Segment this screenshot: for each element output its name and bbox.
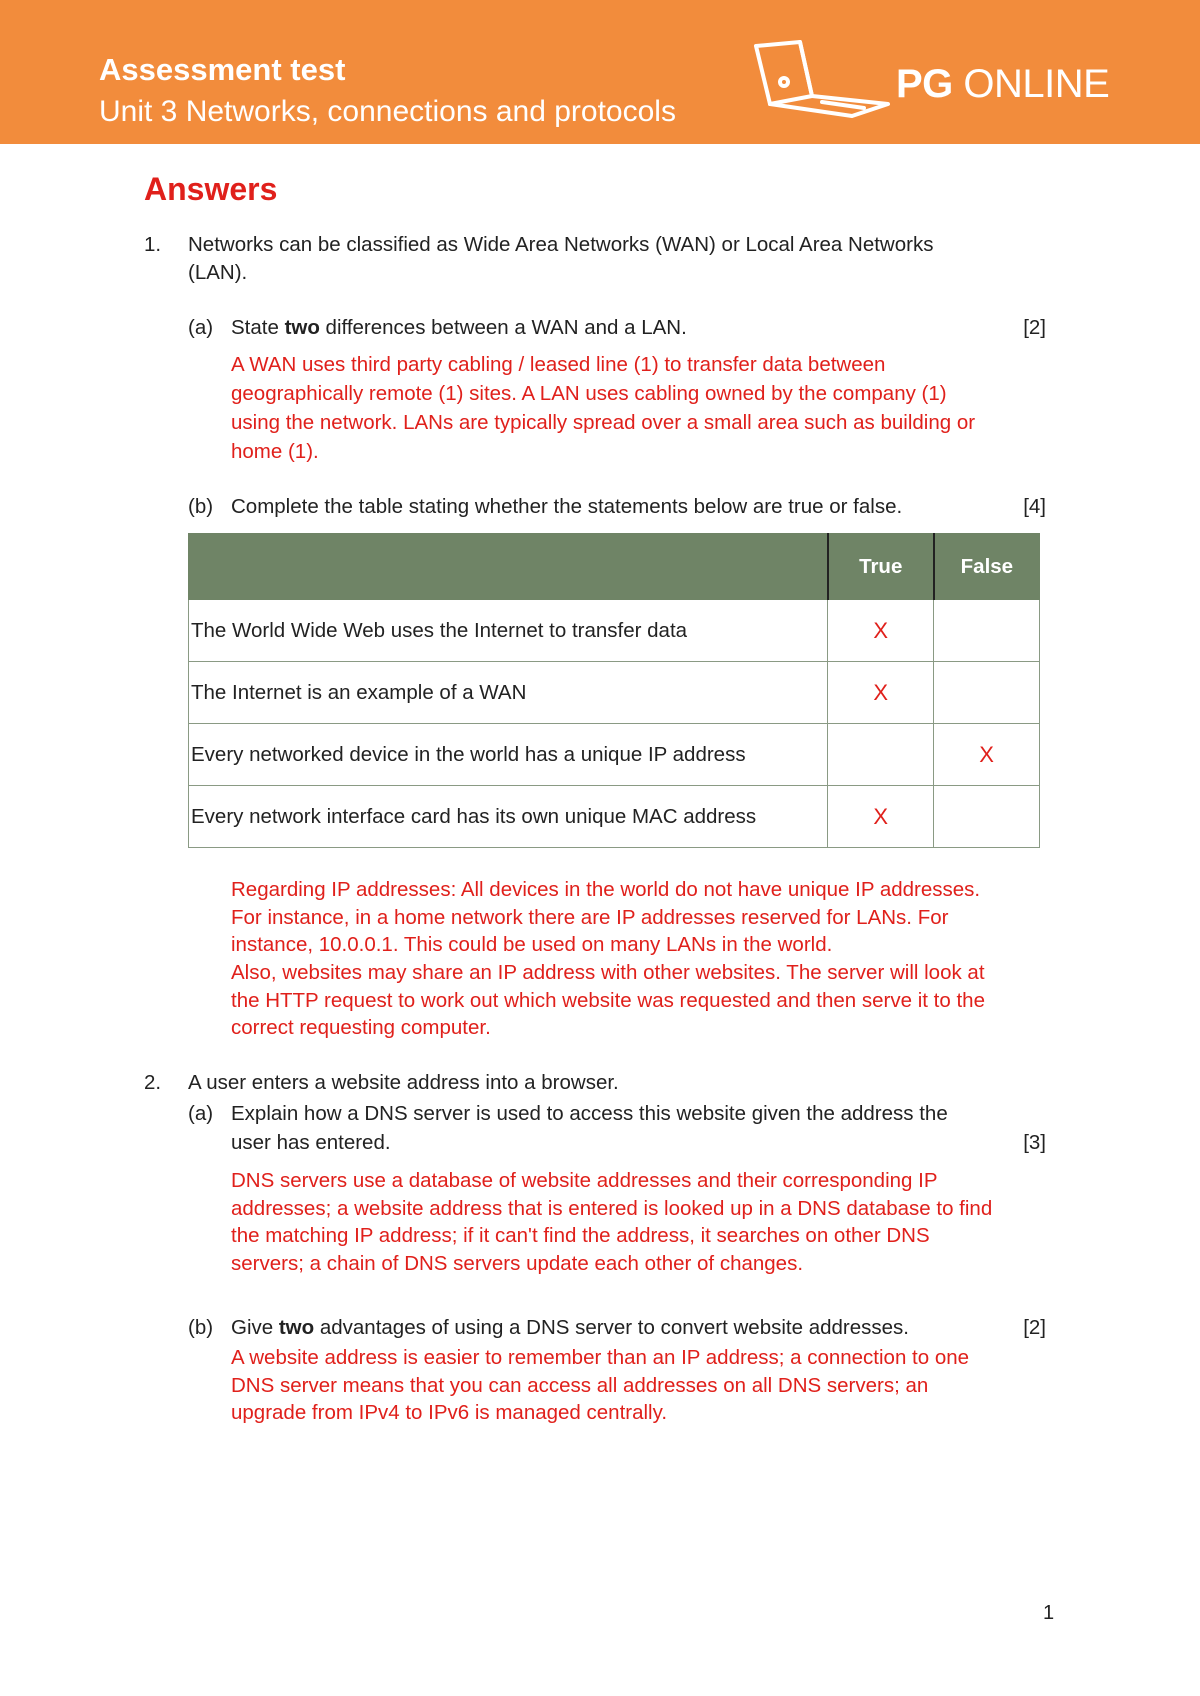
- header-title: Assessment test: [99, 52, 346, 87]
- q2b-question-pre: Give: [231, 1316, 279, 1339]
- q1a-marks: [2]: [1023, 316, 1046, 339]
- true-cell: X: [828, 786, 934, 848]
- q2a-marks: [3]: [1023, 1131, 1046, 1154]
- q2a-answer-line: servers; a chain of DNS servers update each other of changes.: [231, 1252, 804, 1275]
- table-row: [189, 662, 1040, 724]
- q2b-marks: [2]: [1023, 1316, 1046, 1339]
- q2a-question-line1: Explain how a DNS server is used to access this website given the address the: [231, 1102, 948, 1125]
- q1b-note-line: Also, websites may share an IP address with other websites. The server will look at: [231, 961, 985, 984]
- true-cell: [828, 724, 934, 786]
- answers-heading: Answers: [144, 171, 278, 207]
- page-number: 1: [1043, 1602, 1055, 1624]
- q2b-question-bold: two: [278, 1316, 315, 1339]
- q1a-answer-line: using the network. LANs are typically spread over a small area such as building or: [231, 411, 976, 434]
- q1b-note-line: Regarding IP addresses: All devices in the world do not have unique IP addresses.: [231, 878, 981, 901]
- false-cell: [934, 600, 1040, 662]
- q1-number: 1.: [144, 233, 162, 256]
- false-cell: [934, 662, 1040, 724]
- q1a-question-pre: State: [231, 316, 285, 339]
- header-statement: [189, 534, 828, 600]
- q1b-note-line: correct requesting computer.: [231, 1016, 491, 1039]
- q1b-note-line: the HTTP request to work out which website was requested and then serve it to the: [231, 989, 985, 1012]
- q2-number: 2.: [144, 1071, 162, 1094]
- logo-text-light: ONLINE: [952, 62, 1110, 106]
- q2b-answer-line: DNS server means that you can access all addresses on all DNS servers; an: [231, 1374, 929, 1397]
- q2a-label: (a): [188, 1102, 214, 1125]
- header-true: True: [828, 534, 934, 600]
- q2a-question-line2: user has entered.: [231, 1131, 391, 1154]
- true-cell: X: [828, 600, 934, 662]
- q2a-answer-line: the matching IP address; if it can't find the address, it searches on other DNS: [231, 1224, 930, 1247]
- logo-text: [896, 64, 1109, 104]
- q1a-label: (a): [188, 316, 214, 339]
- true-false-table: [188, 533, 1040, 848]
- q2b-answer-line: upgrade from IPv4 to IPv6 is managed centrally.: [231, 1401, 668, 1424]
- q1a-answer-line: geographically remote (1) sites. A LAN uses cabling owned by the company (1): [231, 382, 947, 405]
- q2b-answer-line: A website address is easier to remember than an IP address; a connection to one: [231, 1346, 970, 1369]
- page-header: [0, 0, 1200, 144]
- q1b-label: (b): [188, 495, 214, 518]
- q1a-question: [231, 314, 687, 342]
- q2a-answer-line: addresses; a website address that is entered is looked up in a DNS database to find: [231, 1197, 993, 1220]
- table-row: [189, 724, 1040, 786]
- q1a-question-bold: two: [284, 316, 320, 339]
- true-cell: X: [828, 662, 934, 724]
- table-row: [189, 786, 1040, 848]
- table-header-row: [189, 534, 1040, 600]
- statement-cell: The Internet is an example of a WAN: [189, 662, 828, 724]
- q1a-question-post: differences between a WAN and a LAN.: [319, 316, 687, 339]
- q1b-note-line: instance, 10.0.0.1. This could be used on many LANs in the world.: [231, 933, 833, 956]
- false-cell: [934, 786, 1040, 848]
- q1b-marks: [4]: [1023, 495, 1046, 518]
- header-subtitle: Unit 3 Networks, connections and protocols: [99, 95, 676, 128]
- false-cell: X: [934, 724, 1040, 786]
- header-false: False: [934, 534, 1040, 600]
- q2b-question-post: advantages of using a DNS server to convert website addresses.: [314, 1316, 909, 1339]
- q2b-question: [231, 1314, 909, 1342]
- q1a-answer-line: home (1).: [231, 440, 319, 463]
- q1b-question: Complete the table stating whether the statements below are true or false.: [231, 495, 903, 518]
- q2-stem: A user enters a website address into a browser.: [188, 1071, 619, 1094]
- q1-stem-line1: Networks can be classified as Wide Area Networks (WAN) or Local Area Networks: [188, 233, 934, 256]
- q1a-answer-line: A WAN uses third party cabling / leased line (1) to transfer data between: [231, 353, 886, 376]
- q2b-label: (b): [188, 1316, 214, 1339]
- statement-cell: Every networked device in the world has a unique IP address: [189, 724, 828, 786]
- laptop-icon: [752, 40, 892, 126]
- q2a-answer-line: DNS servers use a database of website addresses and their corresponding IP: [231, 1169, 938, 1192]
- logo-text-bold: PG: [896, 62, 953, 106]
- statement-cell: Every network interface card has its own unique MAC address: [189, 786, 828, 848]
- q1b-note-line: For instance, in a home network there are IP addresses reserved for LANs. For: [231, 906, 949, 929]
- statement-cell: The World Wide Web uses the Internet to transfer data: [189, 600, 828, 662]
- table-row: [189, 600, 1040, 662]
- q1-stem-line2: (LAN).: [188, 261, 248, 284]
